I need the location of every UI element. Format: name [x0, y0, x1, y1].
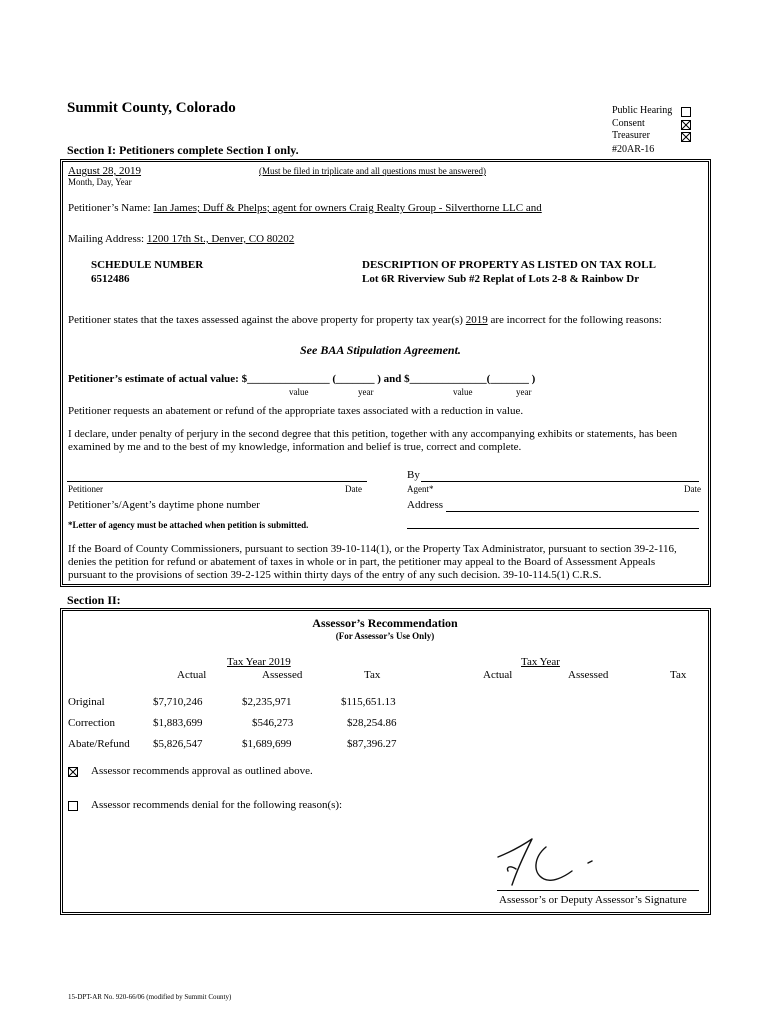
section2-title: Section II:: [67, 593, 121, 607]
petitioner-name-label: Petitioner’s Name:: [68, 202, 151, 214]
original-assessed: $2,235,971: [242, 696, 292, 708]
date-caption: Month, Day, Year: [68, 177, 132, 187]
row-label-original: Original: [68, 696, 105, 708]
section1-title: Section I: Petitioners complete Section I only.: [67, 143, 299, 157]
agent-signature-line[interactable]: [421, 481, 699, 482]
public-hearing-label: Public Hearing: [612, 105, 673, 116]
agency-note: *Letter of agency must be attached when petition is submitted.: [68, 520, 309, 530]
row-label-abate-refund: Abate/Refund: [68, 738, 130, 750]
tax-years-pre: Petitioner states that the taxes assessed against the above property for property tax year(s): [68, 314, 463, 326]
property-description-header: DESCRIPTION OF PROPERTY AS LISTED ON TAX ROLL: [362, 259, 656, 271]
correction-actual: $1,883,699: [153, 717, 203, 729]
estimate-value-caption-2: value: [453, 387, 473, 397]
estimate-year-caption: year: [358, 387, 374, 397]
mailing-address-value: 1200 17th St., Denver, CO 80202: [146, 233, 295, 245]
assessor-signature-caption: Assessor’s or Deputy Assessor’s Signature: [499, 894, 687, 906]
col-assessed-2: Assessed: [568, 669, 609, 681]
tax-years-value: 2019: [465, 314, 488, 326]
treasurer-checkbox[interactable]: [681, 132, 691, 142]
abatement-request: Petitioner requests an abatement or refund of the appropriate taxes associated with a reduction in value.: [68, 405, 524, 417]
estimate-label: Petitioner’s estimate of actual value: $_______________ (_______ ) and $______________(_______ ): [68, 373, 536, 385]
check-x-icon: [682, 133, 690, 141]
col-actual-2: Actual: [483, 669, 513, 681]
approval-text: Assessor recommends approval as outlined above.: [91, 765, 313, 777]
filing-note: (Must be filed in triplicate and all questions must be answered): [259, 166, 486, 176]
correction-tax: $28,254.86: [347, 717, 397, 729]
by-label: By: [407, 469, 420, 481]
abate-refund-actual: $5,826,547: [153, 738, 203, 750]
recommendation-title: Assessor’s Recommendation: [312, 616, 458, 630]
perjury-line-2: examined by me and to the best of my knowledge, information and belief is true, correct and complete.: [68, 441, 522, 453]
consent-checkbox[interactable]: [681, 120, 691, 130]
abate-refund-tax: $87,396.27: [347, 738, 397, 750]
mailing-address-label: Mailing Address:: [68, 233, 145, 245]
tax-year-header: Tax Year: [521, 656, 560, 668]
col-tax-2: Tax: [670, 669, 687, 681]
treasurer-label: Treasurer: [612, 130, 650, 141]
case-number: #20AR-16: [612, 144, 655, 155]
check-x-icon: [682, 121, 690, 129]
phone-label: Petitioner’s/Agent’s daytime phone number: [68, 499, 260, 511]
consent-label: Consent: [612, 118, 645, 129]
schedule-number-value: 6512486: [91, 273, 130, 285]
property-description-value: Lot 6R Riverview Sub #2 Replat of Lots 2-8 & Rainbow Dr: [362, 273, 640, 285]
check-x-icon: [69, 768, 77, 776]
estimate-year-caption-2: year: [516, 387, 532, 397]
petition-date: August 28, 2019: [68, 165, 142, 177]
appeal-line-3: pursuant to the provisions of section 39-2-125 within thirty days of the entry of any such decision. 39-10-114.5(1) C.R.S.: [68, 569, 602, 581]
tax-year-2019-header: Tax Year 2019: [227, 656, 291, 668]
reason-text: See BAA Stipulation Agreement.: [300, 343, 461, 357]
assessor-signature-line[interactable]: [497, 890, 699, 891]
original-actual: $7,710,246: [153, 696, 203, 708]
address-label: Address: [407, 499, 444, 511]
assessor-signature: [488, 833, 628, 893]
mailing-address-row: [68, 233, 294, 245]
petitioner-date-caption: Date: [345, 484, 362, 494]
address-line[interactable]: [446, 511, 699, 512]
perjury-line-1: I declare, under penalty of perjury in the second degree that this petition, together with any accompanying exhibits or statements, has been: [68, 428, 678, 440]
form-number: 15-DPT-AR No. 920-66/06 (modified by Summit County): [68, 993, 232, 1001]
appeal-line-2: denies the petition for refund or abatement of taxes in whole or in part, the petitioner may appeal to the Board of Assessment Appeals: [68, 556, 656, 568]
county-title: Summit County, Colorado: [67, 100, 236, 116]
approval-checkbox[interactable]: [68, 767, 78, 777]
estimate-value-caption: value: [289, 387, 309, 397]
schedule-number-header: SCHEDULE NUMBER: [91, 259, 204, 271]
tax-years-statement: [68, 314, 662, 326]
appeal-line-1: If the Board of County Commissioners, pursuant to section 39-10-114(1), or the Property Tax Administrator, pursuant to section 39-2-116,: [68, 543, 677, 555]
address-line-2[interactable]: [407, 528, 699, 529]
tax-years-post: are incorrect for the following reasons:: [490, 314, 662, 326]
abate-refund-assessed: $1,689,699: [242, 738, 292, 750]
row-label-correction: Correction: [68, 717, 116, 729]
denial-checkbox[interactable]: [68, 801, 78, 811]
recommendation-subtitle: (For Assessor’s Use Only): [335, 631, 435, 641]
petitioner-name-row: [68, 202, 542, 214]
denial-text: Assessor recommends denial for the following reason(s):: [91, 799, 343, 811]
petitioner-name-value: Ian James; Duff & Phelps; agent for owners Craig Realty Group - Silverthorne LLC and: [153, 202, 542, 214]
public-hearing-checkbox[interactable]: [681, 107, 691, 117]
original-tax: $115,651.13: [341, 696, 396, 708]
petitioner-caption: Petitioner: [68, 484, 103, 494]
col-tax-1: Tax: [364, 669, 381, 681]
correction-assessed: $546,273: [252, 717, 294, 729]
col-assessed-1: Assessed: [262, 669, 303, 681]
agent-date-caption: Date: [684, 484, 701, 494]
petitioner-signature-line[interactable]: [67, 481, 367, 482]
agent-caption: Agent*: [407, 484, 434, 494]
col-actual-1: Actual: [177, 669, 207, 681]
